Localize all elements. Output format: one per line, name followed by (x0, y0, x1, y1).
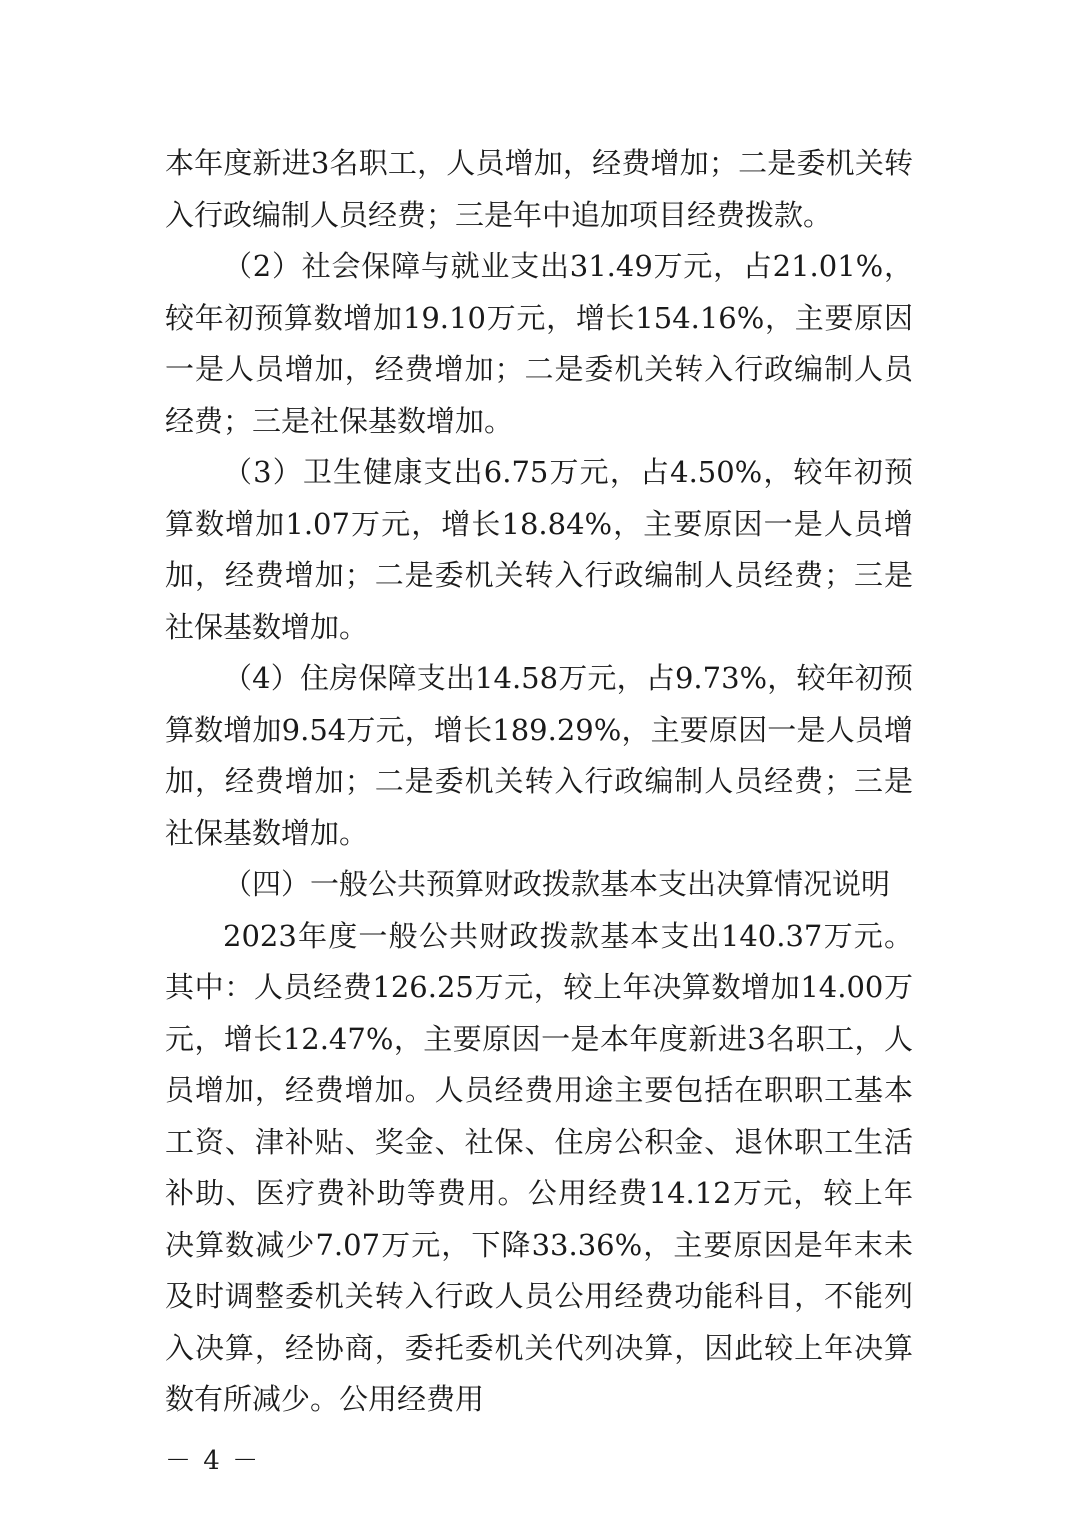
section-heading: （四）一般公共预算财政拨款基本支出决算情况说明 (223, 867, 891, 901)
paragraph-housing: （4）住房保障支出14.58万元，占9.73%，较年初预算数增加9.54万元，增长189.29%，主要原因一是人员增加，经费增加；二是委机关转入行政编制人员经费；三是社保基数增加。 (165, 661, 913, 850)
document-body (165, 138, 913, 1426)
paragraph-basic-expenditure: 2023年度一般公共财政拨款基本支出140.37万元。其中：人员经费126.25万元，较上年决算数增加14.00万元，增长12.47%，主要原因一是本年度新进3名职工，人员增加，经费增加。人员经费用途主要包括在职职工基本工资、津补贴、奖金、社保、住房公积金、退休职工生活补助、医疗费补助等费用。公用经费14.12万元，较上年决算数减少7.07万元，下降33.36%，主要原因是年末未及时调整委机关转入行政人员公用经费功能科目，不能列入决算，经协商，委托委机关代列决算，因此较上年决算数有所减少。公用经费用 (165, 918, 913, 1416)
page-number: － 4 － (165, 1446, 261, 1476)
paragraph-social-security: （2）社会保障与就业支出31.49万元，占21.01%，较年初预算数增加19.10万元，增长154.16%，主要原因一是人员增加，经费增加；二是委机关转入行政编制人员经费；三是社保基数增加。 (165, 249, 913, 438)
paragraph-continued: 本年度新进3名职工，人员增加，经费增加；二是委机关转入行政编制人员经费；三是年中追加项目经费拨款。 (165, 146, 913, 232)
paragraph-health: （3）卫生健康支出6.75万元，占4.50%，较年初预算数增加1.07万元，增长18.84%，主要原因一是人员增加，经费增加；二是委机关转入行政编制人员经费；三是社保基数增加。 (165, 455, 913, 644)
